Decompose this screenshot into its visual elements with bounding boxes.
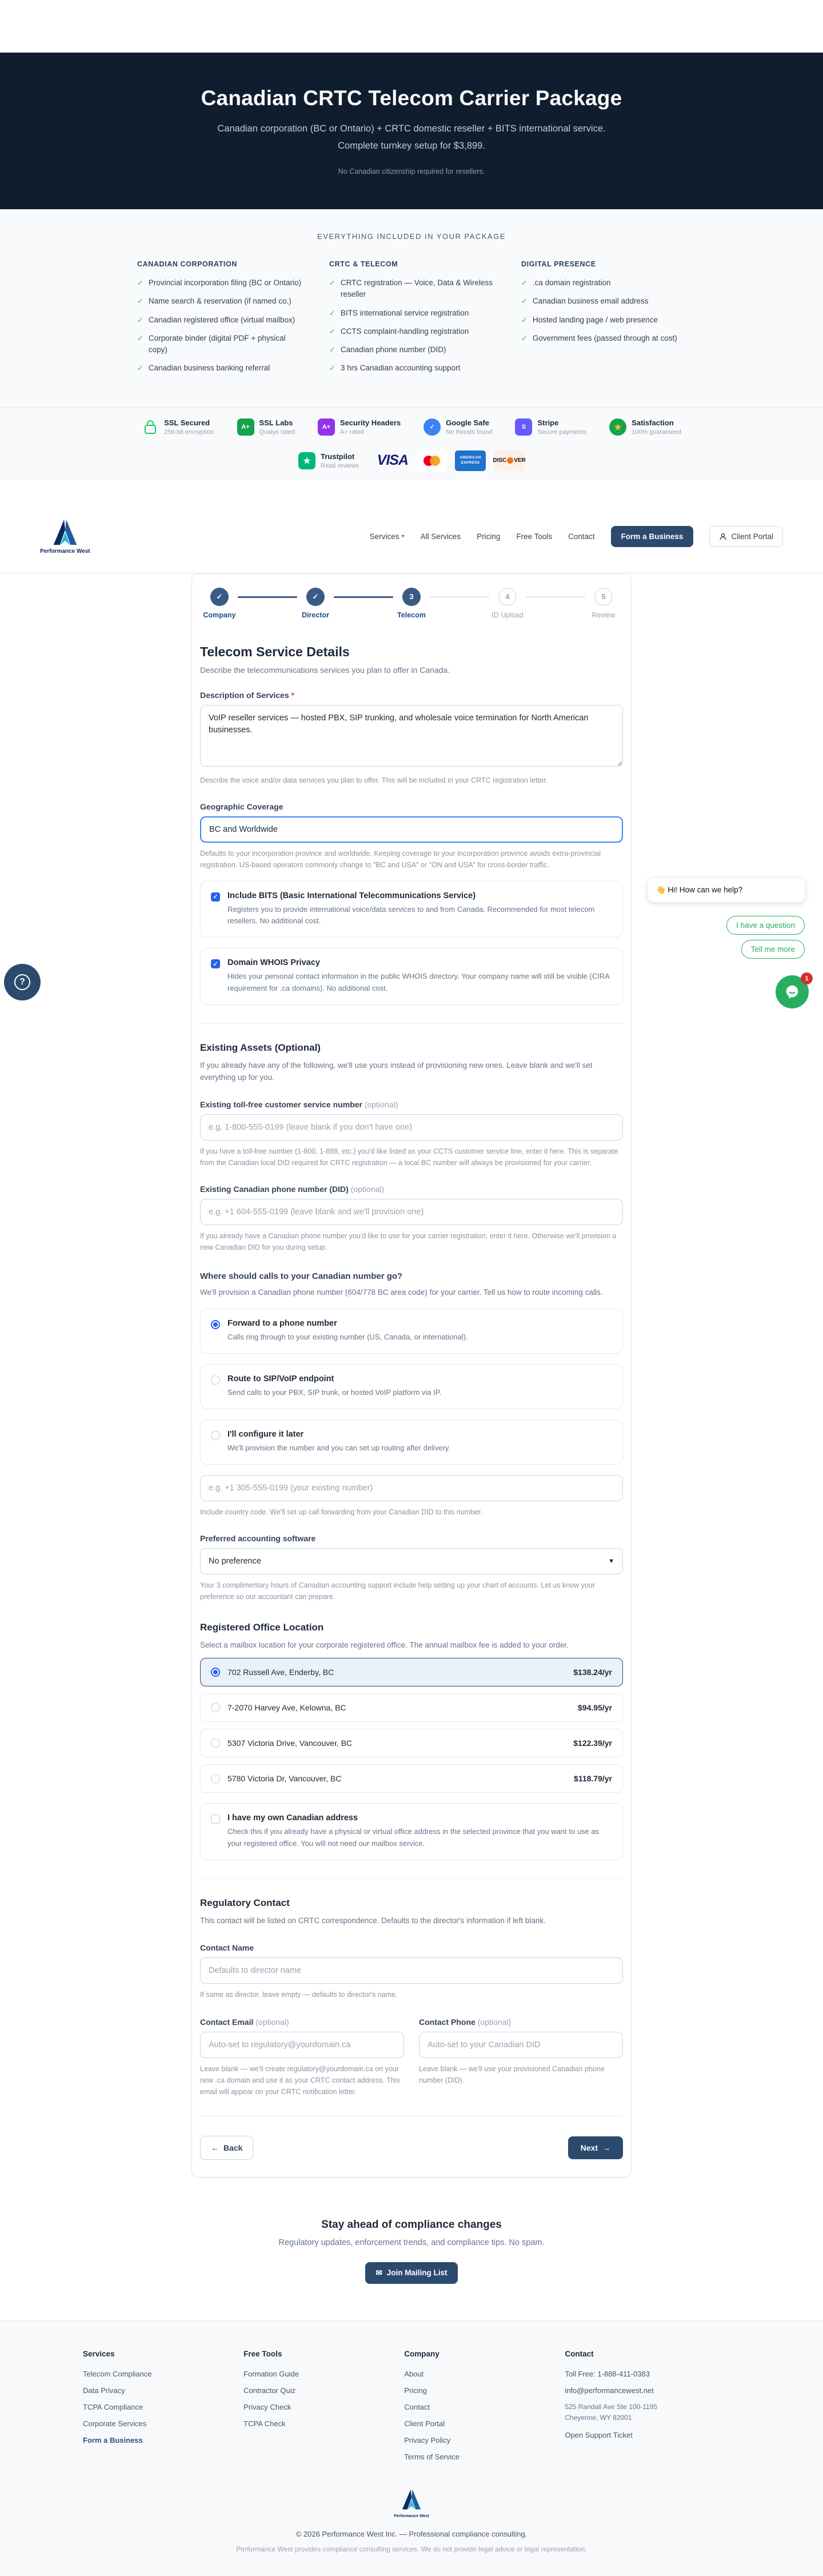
footer-link[interactable]: TCPA Check xyxy=(243,2419,286,2428)
item-text: Hosted landing page / web presence xyxy=(532,315,658,324)
check-icon: ✓ xyxy=(329,278,335,287)
footer-address-line1: 525 Randall Ave Ste 100-1195 xyxy=(565,2402,658,2411)
badge-satisfaction xyxy=(609,418,681,436)
item-text: 3 hrs Canadian accounting support xyxy=(340,364,461,373)
footer-link[interactable]: Client Portal xyxy=(404,2419,445,2428)
check-icon: ✓ xyxy=(329,326,335,336)
badge-name: Trustpilot xyxy=(321,452,355,461)
footer xyxy=(0,2320,823,2576)
radio-icon[interactable] xyxy=(211,1774,220,1783)
chat-reply-tell-me-more[interactable]: Tell me more xyxy=(741,940,805,959)
hero-banner xyxy=(0,53,823,209)
office-price: $138.24/yr xyxy=(573,1668,612,1677)
question-icon: ? xyxy=(14,974,30,990)
footer-link[interactable]: Formation Guide xyxy=(243,2369,299,2378)
footer-address-line2: Cheyenne, WY 82001 xyxy=(565,2413,632,2422)
back-button[interactable]: ← Back xyxy=(200,2136,253,2160)
did-label: Existing Canadian phone number (DID) (optional) xyxy=(200,1184,385,1194)
optional-tag: (optional) xyxy=(364,1099,398,1109)
step-connector xyxy=(238,596,297,598)
badge-name: Satisfaction xyxy=(632,418,674,427)
radio-selected-icon[interactable] xyxy=(211,1320,220,1329)
item-text: Provincial incorporation filing (BC or Ontario) xyxy=(148,278,302,287)
chat-quick-replies xyxy=(726,916,805,959)
amex-logo: AMERICAN EXPRESS xyxy=(455,450,486,471)
did-input[interactable] xyxy=(200,1199,623,1225)
option-title: I have my own Canadian address xyxy=(227,1813,358,1823)
performance-west-logo-icon xyxy=(49,519,81,546)
discover-logo: DISC VER xyxy=(494,450,525,471)
lock-icon xyxy=(142,418,159,436)
contact-name-label: Contact Name xyxy=(200,1943,254,1952)
item-text: Canadian business email address xyxy=(532,297,649,306)
footer-column-title: Services xyxy=(83,2349,115,2358)
column-title: CRTC & TELECOM xyxy=(329,260,398,268)
contact-email-helper: Leave blank — we'll create regulatory@yourdomain.ca on your new .ca domain and use it as your CRTC contact address. This email will appear on your CRTC notification letter. xyxy=(200,2064,400,2096)
radio-icon[interactable] xyxy=(211,1431,220,1440)
check-icon: ✓ xyxy=(329,345,335,354)
chat-greeting-bubble[interactable]: 👋 Hi! How can we help? xyxy=(648,878,805,902)
footer-link[interactable]: Privacy Policy xyxy=(404,2435,451,2445)
page-title: Telecom Service Details xyxy=(200,644,350,659)
person-icon xyxy=(719,533,727,541)
footer-link[interactable]: Terms of Service xyxy=(404,2452,460,2461)
badge-name: Stripe xyxy=(537,418,559,427)
badge-sub: 100% guaranteed xyxy=(632,428,681,436)
geo-helper: Defaults to your incorporation province and worldwide. Keeping coverage to your incorporation province avoids extra-provincial registration. US-based operators commonly change to "BC and USA" or "ON and USA" for cross-border traffic. xyxy=(200,849,601,869)
checkbox-checked-icon[interactable]: ✓ xyxy=(211,892,220,902)
routing-option-later[interactable] xyxy=(200,1419,623,1465)
required-mark: * xyxy=(291,690,294,700)
mastercard-logo xyxy=(416,450,447,471)
page-subtitle: Describe the telecommunications services you plan to offer in Canada. xyxy=(200,665,450,675)
optional-tag: (optional) xyxy=(255,2017,289,2027)
list-item xyxy=(137,333,302,356)
own-address-checkbox-card[interactable] xyxy=(200,1803,623,1860)
geo-input[interactable] xyxy=(200,816,623,843)
list-item xyxy=(521,314,686,326)
tollfree-helper: If you have a toll-free number (1-800, 1-888, etc.) you'd like listed as your CCTS customer service line, enter it here. This is separate from the Canadian local DID required for CRTC registration — a local BC number will always be provisioned for your carrier. xyxy=(200,1147,618,1167)
hero-subtitle: Canadian corporation (BC or Ontario) + CRTC domestic reseller + BITS international service. Complete turnkey setup for $3,899. xyxy=(217,123,606,151)
check-icon: ✓ xyxy=(521,278,528,287)
badge-ssl-secured xyxy=(142,418,214,436)
office-option-kelowna[interactable] xyxy=(200,1693,623,1722)
routing-option-sip[interactable] xyxy=(200,1364,623,1409)
list-item xyxy=(137,314,302,326)
cta-subtitle: Regulatory updates, enforcement trends, and compliance tips. No spam. xyxy=(278,2238,545,2247)
option-desc: Calls ring through to your existing number (US, Canada, or international). xyxy=(227,1333,468,1342)
step-label: Director xyxy=(302,611,329,619)
form-a-business-button[interactable]: Form a Business xyxy=(611,526,694,547)
routing-heading: Where should calls to your Canadian number go? xyxy=(200,1271,403,1281)
option-title: Domain WHOIS Privacy xyxy=(227,958,320,968)
wizard-card xyxy=(191,573,632,2178)
nav-item-services[interactable]: Services ▾ xyxy=(369,532,405,541)
step-company[interactable] xyxy=(201,588,238,619)
cta-title: Stay ahead of compliance changes xyxy=(321,2218,502,2231)
item-text: Government fees (passed through at cost) xyxy=(532,333,677,342)
contact-email-field xyxy=(200,2001,404,2098)
payment-row xyxy=(0,450,823,471)
hero-note: No Canadian citizenship required for resellers. xyxy=(338,167,485,176)
check-icon: ✓ xyxy=(137,297,143,306)
divider xyxy=(200,1023,623,1024)
badge-name: Google Safe xyxy=(446,418,489,427)
footer-link-form-a-business[interactable]: Form a Business xyxy=(83,2435,143,2445)
badge-sub: A+ rated xyxy=(339,428,364,436)
step-indicator xyxy=(199,588,624,619)
step-connector xyxy=(526,596,585,598)
trustpilot-star-icon: ★ xyxy=(298,452,315,469)
office-desc: Select a mailbox location for your corporate registered office. The annual mailbox fee is added to your order. xyxy=(200,1640,569,1649)
badge-sub: No threats found xyxy=(446,428,493,436)
whois-checkbox-card[interactable] xyxy=(200,948,623,1005)
office-price: $122.39/yr xyxy=(573,1738,612,1748)
footer-column-services xyxy=(83,2350,243,2469)
forward-number-helper: Include country code. We'll set up call forwarding from your Canadian DID to this number. xyxy=(200,1508,483,1516)
chat-bubble-icon xyxy=(784,983,801,1000)
contact-phone-helper: Leave blank — we'll use your provisioned Canadian phone number (DID). xyxy=(419,2064,605,2084)
office-option-victoria-dr[interactable] xyxy=(200,1764,623,1793)
option-title: I'll configure it later xyxy=(227,1430,304,1439)
footer-column-contact xyxy=(565,2350,740,2469)
list-item xyxy=(329,308,494,319)
check-icon: ✓ xyxy=(521,297,528,306)
footer-column-title: Free Tools xyxy=(243,2349,282,2358)
geo-label: Geographic Coverage xyxy=(200,801,283,811)
description-helper: Describe the voice and/or data services you plan to offer. This will be included in your CRTC registration letter. xyxy=(200,776,548,784)
brand-name: Performance West xyxy=(40,548,90,555)
brand-logo[interactable] xyxy=(40,519,90,555)
forward-number-input[interactable] xyxy=(200,1475,623,1501)
office-address: 702 Russell Ave, Enderby, BC xyxy=(227,1668,334,1677)
assets-desc: If you already have any of the following, we'll use yours instead of provisioning new ones. Leave blank and we'll set everything up for you. xyxy=(200,1060,593,1082)
included-column-corporation xyxy=(137,260,302,381)
list-item xyxy=(329,326,494,337)
footer-column-free-tools xyxy=(243,2350,404,2469)
footer-link[interactable]: Data Privacy xyxy=(83,2386,125,2395)
step-circle-done: ✓ xyxy=(210,588,229,606)
step-director[interactable] xyxy=(297,588,334,619)
radio-icon[interactable] xyxy=(211,1738,220,1748)
contact-email-label: Contact Email (optional) xyxy=(200,2017,289,2027)
column-title: DIGITAL PRESENCE xyxy=(521,260,596,268)
option-title: Route to SIP/VoIP endpoint xyxy=(227,1374,334,1384)
accounting-helper: Your 3 complimentary hours of Canadian accounting support include help setting up your chart of accounts. Let us know your preference so our accountant can prepare. xyxy=(200,1581,595,1601)
mail-icon: ✉ xyxy=(375,2268,382,2277)
included-column-digital xyxy=(521,260,686,381)
check-icon: ✓ xyxy=(137,364,143,373)
tollfree-input[interactable] xyxy=(200,1114,623,1141)
item-text: .ca domain registration xyxy=(532,278,611,287)
nav-item-contact[interactable]: Contact xyxy=(568,532,595,541)
optional-tag: (optional) xyxy=(350,1184,385,1194)
contact-phone-field xyxy=(419,2001,623,2098)
list-item xyxy=(137,296,302,307)
footer-tollfree: Toll Free: 1-888-411-0383 xyxy=(565,2369,650,2378)
footer-support-ticket[interactable]: Open Support Ticket xyxy=(565,2430,633,2439)
chat-unread-badge: 1 xyxy=(801,972,813,984)
step-connector xyxy=(334,596,393,598)
item-text: CRTC registration — Voice, Data & Wireless reseller xyxy=(340,278,493,299)
bits-checkbox-card[interactable] xyxy=(200,881,623,938)
grade-icon: A+ xyxy=(318,418,335,436)
office-heading: Registered Office Location xyxy=(200,1621,324,1633)
footer-link[interactable]: Telecom Compliance xyxy=(83,2369,152,2378)
arrow-left-icon: ← xyxy=(211,2143,219,2152)
included-section xyxy=(0,209,823,408)
column-title: CANADIAN CORPORATION xyxy=(137,260,237,268)
did-helper: If you already have a Canadian phone number you'd like to use for your carrier registration, enter it here. Otherwise we'll provision a new Canadian DID for you during setup. xyxy=(200,1231,617,1251)
footer-link[interactable]: Corporate Services xyxy=(83,2419,147,2428)
footer-link[interactable]: Contractor Quiz xyxy=(243,2386,296,2395)
description-label: Description of Services * xyxy=(200,690,294,700)
badge-ssl-labs xyxy=(237,418,295,436)
footer-column-title: Company xyxy=(404,2349,440,2358)
list-item xyxy=(137,277,302,289)
trustpilot-badge[interactable] xyxy=(298,452,359,469)
step-review[interactable] xyxy=(585,588,622,619)
checkbox-icon[interactable] xyxy=(211,1815,220,1824)
chevron-down-icon: ▾ xyxy=(401,533,405,540)
contact-email-input[interactable] xyxy=(200,2032,404,2058)
top-gap xyxy=(0,0,823,53)
option-desc: Hides your personal contact information in the public WHOIS directory. Your company name will still be visible (CIRA requirement for .ca domains). No additional cost. xyxy=(227,972,610,992)
option-desc: Send calls to your PBX, SIP trunk, or hosted VoIP platform via IP. xyxy=(227,1388,442,1397)
check-icon: ✓ xyxy=(329,364,335,373)
office-address: 7-2070 Harvey Ave, Kelowna, BC xyxy=(227,1703,346,1713)
step-circle-todo: 5 xyxy=(594,588,613,606)
performance-west-logo-icon xyxy=(399,2489,424,2510)
radio-selected-icon[interactable] xyxy=(211,1668,220,1677)
step-label: Telecom xyxy=(397,611,426,619)
item-text: BITS international service registration xyxy=(340,308,469,317)
assets-heading: Existing Assets (Optional) xyxy=(200,1042,321,1053)
shield-check-icon: ✓ xyxy=(424,418,441,436)
option-desc: Registers you to provide international voice/data services to and from Canada. Recommended for most telecom resellers. No additional cost. xyxy=(227,904,595,926)
step-circle-active: 3 xyxy=(402,588,421,606)
badge-sub: Secure payments xyxy=(537,428,587,436)
tollfree-label: Existing toll-free customer service number (optional) xyxy=(200,1099,398,1109)
list-item xyxy=(329,362,494,374)
item-text: Canadian business banking referral xyxy=(148,364,270,373)
navbar xyxy=(0,501,823,573)
contact-name-input[interactable] xyxy=(200,1957,623,1984)
item-text: CCTS complaint-handling registration xyxy=(340,326,469,336)
office-price: $118.79/yr xyxy=(574,1774,612,1784)
check-icon: ✓ xyxy=(521,315,528,324)
checkbox-checked-icon[interactable]: ✓ xyxy=(211,959,220,968)
accounting-label: Preferred accounting software xyxy=(200,1533,316,1543)
optional-tag: (optional) xyxy=(477,2017,512,2027)
contact-name-helper: If same as director, leave empty — defaults to director's name. xyxy=(200,1990,398,1999)
regulatory-desc: This contact will be listed on CRTC correspondence. Defaults to the director's information if left blank. xyxy=(200,1916,546,1925)
stripe-icon: S xyxy=(515,418,532,436)
badge-sub: 256-bit encryption xyxy=(164,428,214,436)
selected-value: No preference xyxy=(209,1556,261,1566)
list-item xyxy=(521,333,686,344)
chat-reply-question[interactable]: I have a question xyxy=(726,916,805,935)
badge-sub: Qualys rated xyxy=(259,428,295,436)
hero-title: Canadian CRTC Telecom Carrier Package xyxy=(201,86,622,110)
badge-sub: Read reviews xyxy=(321,462,359,469)
step-label: ID Upload xyxy=(492,611,524,619)
badge-security-headers xyxy=(318,418,401,436)
help-fab-button[interactable] xyxy=(4,964,41,1000)
nav-links xyxy=(370,526,783,547)
badge-name: Security Headers xyxy=(339,418,401,427)
radio-icon[interactable] xyxy=(211,1703,220,1712)
footer-link[interactable]: About xyxy=(404,2369,424,2378)
step-label: Review xyxy=(592,611,616,619)
footer-email[interactable]: info@performancewest.net xyxy=(565,2386,654,2395)
item-text: Canadian registered office (virtual mailbox) xyxy=(148,315,295,324)
list-item xyxy=(137,362,302,374)
chevron-down-icon: ▼ xyxy=(608,1557,614,1565)
step-id-upload[interactable] xyxy=(489,588,526,619)
office-address: 5307 Victoria Drive, Vancouver, BC xyxy=(227,1738,353,1748)
check-icon: ✓ xyxy=(137,333,143,342)
office-price: $94.95/yr xyxy=(578,1703,612,1713)
item-text: Corporate binder (digital PDF + physical copy) xyxy=(148,333,286,354)
step-circle-todo: 4 xyxy=(498,588,517,606)
option-desc: Check this if you already have a physical or virtual office address in the selected province that you want to use as your registered office. You will not need our mailbox service. xyxy=(227,1827,600,1848)
regulatory-heading: Regulatory Contact xyxy=(200,1897,290,1909)
badge-name: SSL Labs xyxy=(259,418,293,427)
office-option-enderby[interactable] xyxy=(200,1658,623,1686)
office-option-victoria-drive[interactable] xyxy=(200,1729,623,1757)
nav-item-pricing[interactable]: Pricing xyxy=(477,532,501,541)
item-text: Canadian phone number (DID) xyxy=(340,345,446,354)
copyright: © 2026 Performance West Inc. — Professional compliance consulting. xyxy=(295,2529,528,2538)
footer-brand-name: Performance West xyxy=(394,2514,429,2518)
contact-phone-input[interactable] xyxy=(419,2032,623,2058)
list-item xyxy=(521,296,686,307)
nav-item-free-tools[interactable]: Free Tools xyxy=(516,532,553,541)
routing-option-forward[interactable] xyxy=(200,1309,623,1354)
footer-link[interactable]: Privacy Check xyxy=(243,2402,291,2411)
step-telecom[interactable] xyxy=(393,588,430,619)
list-item xyxy=(521,277,686,289)
included-grid xyxy=(137,260,686,381)
badge-name: SSL Secured xyxy=(164,418,210,427)
star-icon: ★ xyxy=(609,418,626,436)
contact-phone-label: Contact Phone (optional) xyxy=(419,2017,512,2027)
footer-link[interactable]: Pricing xyxy=(404,2386,427,2395)
visa-logo: VISA xyxy=(377,452,408,468)
footer-column-company xyxy=(404,2350,565,2469)
radio-icon[interactable] xyxy=(211,1375,220,1385)
option-title: Forward to a phone number xyxy=(227,1319,337,1329)
list-item xyxy=(329,277,494,301)
disclaimer: Performance West provides compliance consulting services. We do not provide legal advice or legal representation. xyxy=(236,2545,587,2553)
spacer xyxy=(0,480,823,501)
included-heading: EVERYTHING INCLUDED IN YOUR PACKAGE xyxy=(317,232,506,241)
grade-icon: A+ xyxy=(237,418,254,436)
description-textarea[interactable] xyxy=(200,705,623,767)
check-icon: ✓ xyxy=(137,278,143,287)
client-portal-button[interactable]: Client Portal xyxy=(709,526,783,547)
trust-strip xyxy=(0,408,823,480)
join-mailing-list-button[interactable]: ✉ Join Mailing List xyxy=(365,2262,457,2284)
arrow-right-icon: → xyxy=(602,2143,610,2152)
badge-stripe xyxy=(515,418,586,436)
check-icon: ✓ xyxy=(521,333,528,342)
accounting-select[interactable] xyxy=(200,1548,623,1574)
footer-link[interactable]: TCPA Compliance xyxy=(83,2402,143,2411)
routing-desc: We'll provision a Canadian phone number (604/778 BC area code) for your carrier. Tell us how to route incoming calls. xyxy=(200,1287,603,1297)
step-label: Company xyxy=(203,611,236,619)
next-button[interactable]: Next → xyxy=(568,2136,623,2159)
item-text: Name search & reservation (if named co.) xyxy=(148,297,291,306)
badge-google-safe xyxy=(424,418,492,436)
check-icon: ✓ xyxy=(137,315,143,324)
option-desc: We'll provision the number and you can set up routing after delivery. xyxy=(227,1443,451,1453)
step-circle-done: ✓ xyxy=(306,588,325,606)
check-icon: ✓ xyxy=(329,308,335,317)
included-column-telecom xyxy=(329,260,494,381)
office-address: 5780 Victoria Dr, Vancouver, BC xyxy=(227,1774,342,1784)
footer-link[interactable]: Contact xyxy=(404,2402,430,2411)
mailing-cta xyxy=(0,2219,823,2284)
trust-badges-row xyxy=(0,418,823,436)
step-connector xyxy=(430,596,489,598)
list-item xyxy=(329,344,494,356)
footer-column-title: Contact xyxy=(565,2349,594,2358)
option-title: Include BITS (Basic International Telecommunications Service) xyxy=(227,891,476,900)
nav-item-all-services[interactable]: All Services xyxy=(420,532,461,541)
